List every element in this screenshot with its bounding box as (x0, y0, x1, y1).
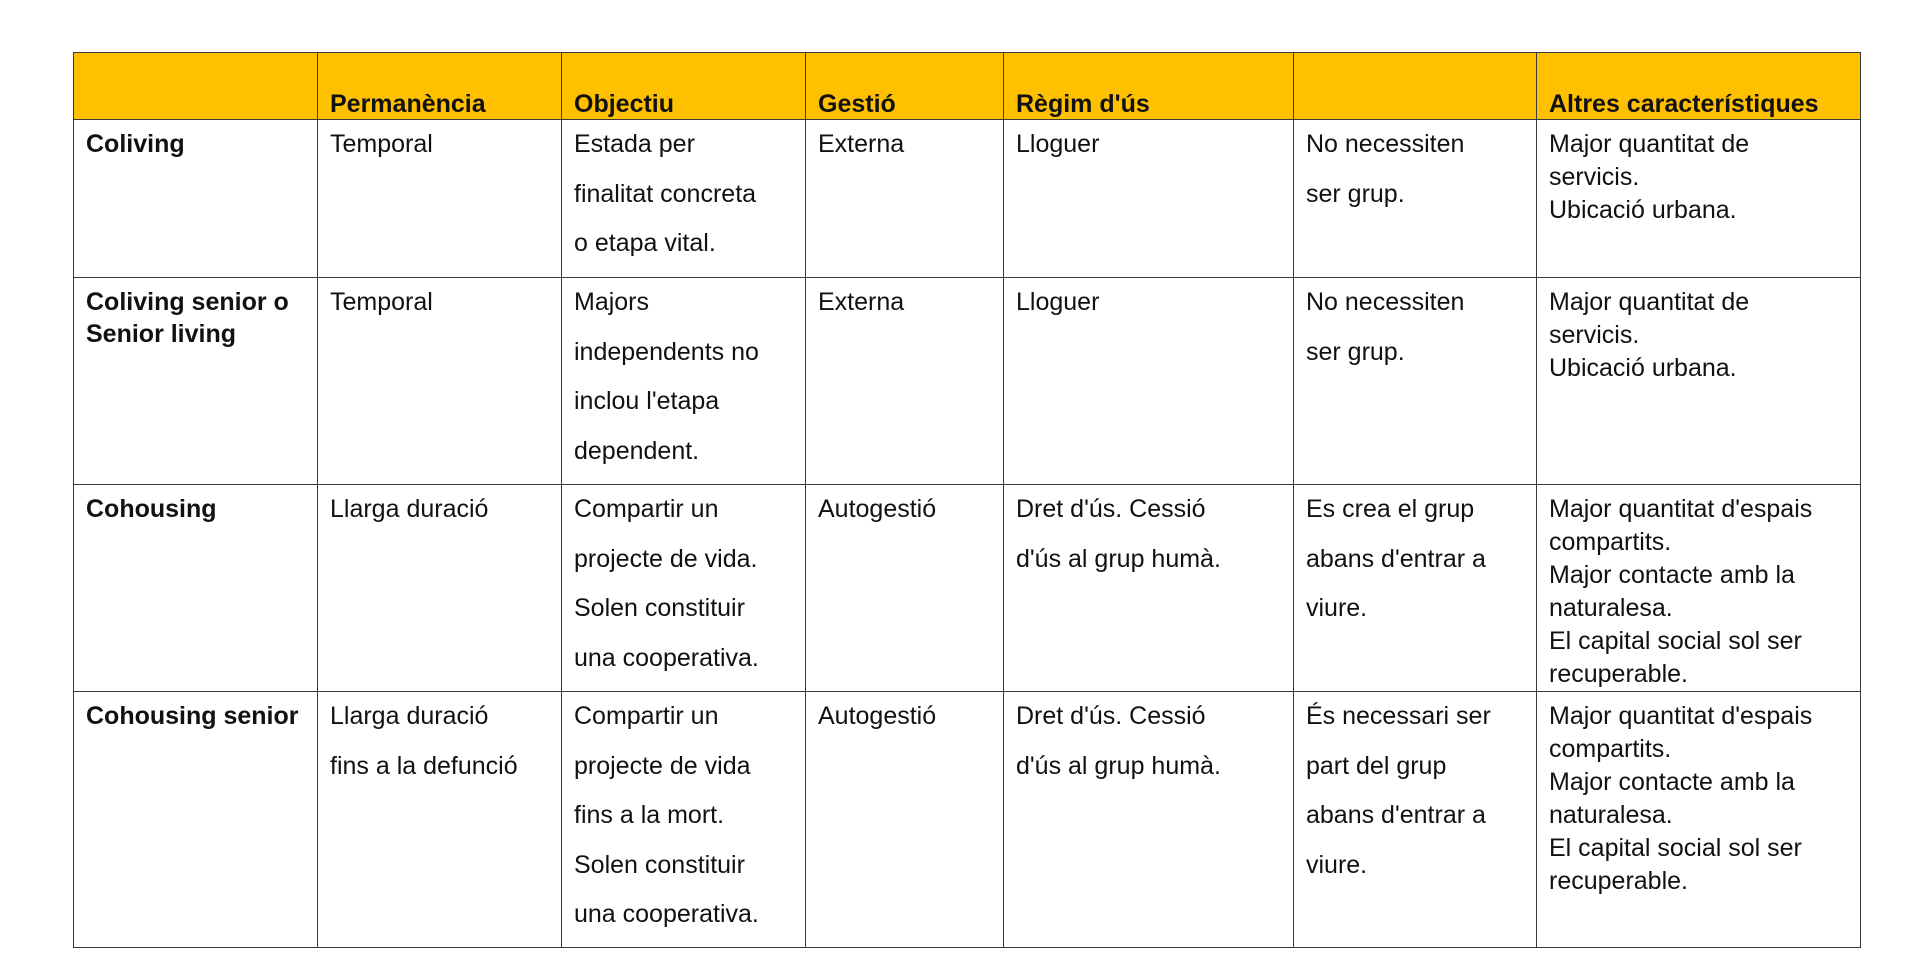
cell-line: ser grup. (1306, 337, 1405, 366)
cell-line: viure. (1306, 594, 1368, 622)
cell-gestio (806, 485, 1004, 692)
cell-line: No necessiten (1306, 130, 1465, 158)
cell-grup (1294, 485, 1537, 692)
cell-line: Temporal (330, 288, 433, 316)
cell-line: Major contacte amb la (1549, 561, 1795, 589)
cell-line: naturalesa. (1549, 801, 1673, 829)
cell-line: compartits. (1549, 528, 1672, 556)
comparison-table (73, 52, 1861, 948)
cell-altres (1537, 120, 1861, 278)
table-row (74, 120, 1861, 278)
cell-line: Dret d'ús. Cessió (1016, 495, 1206, 523)
cell-line: projecte de vida (574, 751, 751, 780)
cell-line: servicis. (1549, 163, 1640, 191)
cell-line: Dret d'ús. Cessió (1016, 702, 1206, 730)
cell-line: naturalesa. (1549, 594, 1673, 622)
cell-line: Externa (818, 288, 905, 316)
cell-line: o etapa vital. (574, 229, 716, 257)
cell-permanencia (318, 485, 562, 692)
cell-regim (1004, 485, 1294, 692)
cell-regim (1004, 120, 1294, 278)
cell-gestio (806, 120, 1004, 278)
cell-line: compartits. (1549, 735, 1672, 763)
cell-line: una cooperativa. (574, 643, 759, 672)
cell-line: fins a la defunció (330, 751, 518, 780)
header-cell-permanencia: Permanència (318, 53, 562, 120)
cell-line: Major quantitat d'espais (1549, 702, 1813, 730)
cell-line: dependent. (574, 436, 700, 465)
cell-line: recuperable. (1549, 867, 1688, 895)
cell-line: fins a la mort. (574, 801, 725, 829)
cell-line: independents no (574, 337, 759, 366)
cell-line: una cooperativa. (574, 900, 759, 928)
cell-line: Compartir un (574, 702, 719, 730)
header-cell-gestio: Gestió (806, 53, 1004, 120)
cell-line: d'ús al grup humà. (1016, 751, 1221, 780)
cell-line: d'ús al grup humà. (1016, 544, 1221, 573)
row-header: Coliving senior o Senior living (74, 278, 318, 485)
cell-regim (1004, 278, 1294, 485)
cell-grup (1294, 692, 1537, 948)
cell-line: abans d'entrar a (1306, 544, 1486, 573)
cell-line: inclou l'etapa (574, 387, 720, 415)
table-row (74, 278, 1861, 485)
cell-line: Compartir un (574, 495, 719, 523)
cell-altres (1537, 485, 1861, 692)
cell-altres (1537, 692, 1861, 948)
cell-line: No necessiten (1306, 288, 1465, 316)
cell-regim (1004, 692, 1294, 948)
cell-line: part del grup (1306, 751, 1447, 780)
cell-line: abans d'entrar a (1306, 801, 1486, 829)
cell-line: Major quantitat de (1549, 288, 1750, 316)
cell-line: Major quantitat de (1549, 130, 1750, 158)
cell-line: Solen constituir (574, 594, 745, 622)
cell-line: recuperable. (1549, 660, 1688, 688)
cell-line: Autogestió (818, 702, 937, 730)
cell-objectiu (562, 278, 806, 485)
cell-line: Major contacte amb la (1549, 768, 1795, 796)
cell-line: Es crea el grup (1306, 495, 1475, 523)
cell-grup (1294, 278, 1537, 485)
cell-objectiu (562, 120, 806, 278)
cell-line: projecte de vida. (574, 544, 758, 573)
header-cell-empty (74, 53, 318, 120)
cell-line: Llarga duració (330, 702, 489, 730)
cell-line: Majors (574, 288, 650, 316)
header-cell-regim: Règim d'ús (1004, 53, 1294, 120)
cell-line: servicis. (1549, 321, 1640, 349)
cell-line: Estada per (574, 130, 695, 158)
table-row (74, 485, 1861, 692)
document-page (73, 52, 1860, 948)
cell-line: És necessari ser (1306, 702, 1491, 730)
cell-gestio (806, 692, 1004, 948)
cell-grup (1294, 120, 1537, 278)
cell-objectiu (562, 485, 806, 692)
cell-objectiu (562, 692, 806, 948)
cell-line: El capital social sol ser (1549, 834, 1802, 862)
cell-permanencia (318, 692, 562, 948)
cell-line: Llarga duració (330, 495, 489, 523)
table-row (74, 692, 1861, 948)
cell-permanencia (318, 278, 562, 485)
cell-permanencia (318, 120, 562, 278)
row-header: Coliving (74, 120, 318, 278)
row-header: Cohousing (74, 485, 318, 692)
cell-line: viure. (1306, 850, 1368, 879)
cell-line: Solen constituir (574, 850, 745, 879)
cell-line: Externa (818, 130, 905, 158)
cell-line: Major quantitat d'espais (1549, 495, 1813, 523)
cell-line: Ubicació urbana. (1549, 196, 1737, 224)
cell-gestio (806, 278, 1004, 485)
header-cell-altres: Altres característiques (1537, 53, 1861, 120)
header-cell-objectiu: Objectiu (562, 53, 806, 120)
cell-line: Lloguer (1016, 288, 1100, 316)
cell-line: Temporal (330, 130, 433, 158)
cell-altres (1537, 278, 1861, 485)
cell-line: finalitat concreta (574, 179, 757, 208)
cell-line: Autogestió (818, 495, 937, 523)
header-row (74, 53, 1861, 120)
cell-line: Ubicació urbana. (1549, 354, 1737, 382)
cell-line: ser grup. (1306, 179, 1405, 208)
header-cell-grup (1294, 53, 1537, 120)
row-header: Cohousing senior (74, 692, 318, 948)
cell-line: Lloguer (1016, 130, 1100, 158)
cell-line: El capital social sol ser (1549, 627, 1802, 655)
